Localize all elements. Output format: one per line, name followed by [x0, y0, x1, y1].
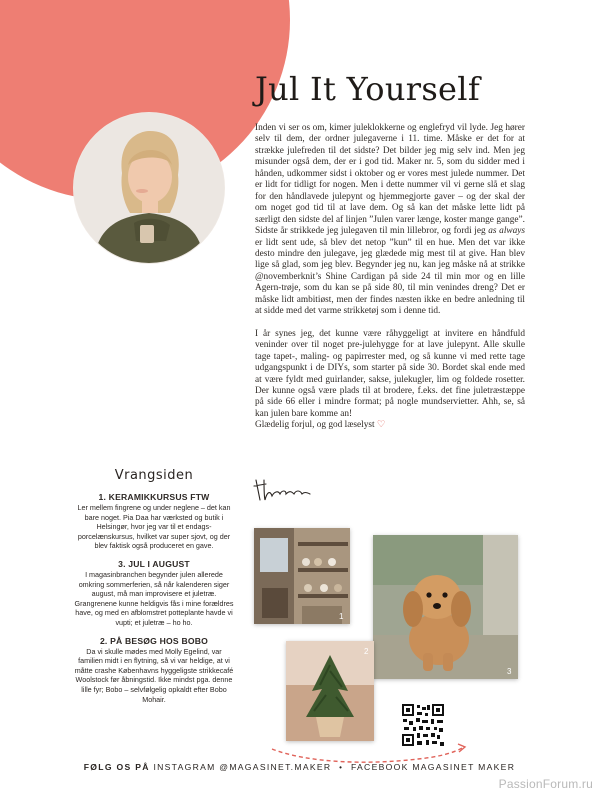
- photo-number: 2: [364, 647, 369, 656]
- photo-christmas-tree-plant: [286, 641, 374, 741]
- editor-signature: [252, 474, 316, 506]
- paragraph-text: er lidt sent ude, så blev det netop ”kun” til en hue. Men det var ikke desto mindre den julegave, jeg glædede mig mest til at give. Han blev lige så glad, som jeg blev. Begynder jeg nu, kan jeg måske nå at strikke @novemberknit’s Shine Cardigan på side 24 til min mor og en lille Agern-trøje, som du kan se på side 80, til min venindes dreng? Det er måske lidt ambitiøst, men der findes næsten ikke en bedre anledning til at sidde med det varme strikketøj som i denne tid.: [255, 237, 525, 317]
- sidebar-item-text: Da vi skulle mødes med Molly Egelind, var familien midt i en flytning, så vi var heldige, at vi måtte crashe Københavns hyggeligste strikkecafé Woolstock før åbningstid. Ikke mindst pga. denne lille fyr; Bobo – selvfølgelig opkaldt efter Bobo Mohair.: [74, 646, 234, 704]
- footer-facebook-link[interactable]: FACEBOOK MAGASINET MAKER: [350, 762, 516, 772]
- sidebar-item-heading: 2. PÅ BESØG HOS BOBO: [99, 635, 209, 646]
- sidebar-item-text: I magasinbranchen begynder julen allerede omkring sommerferien, så når kalenderen siger august, må man improvisere et juletræ. Grangrenene kunne heldigvis fås i mine forældres have, og med en afblomstret potteplante havde vi vupti; et juletræ – ho ho.: [74, 569, 234, 627]
- footer-lead: FØLG OS PÅ: [83, 762, 150, 772]
- photo-number: 1: [339, 612, 344, 621]
- sidebar-title: Vrangsiden: [114, 468, 194, 483]
- sidebar-vrangsiden: [74, 468, 234, 712]
- closing-text: Glædelig forjul, og god læselyst: [255, 420, 375, 431]
- article-title: Jul It Yourself: [255, 70, 480, 108]
- photo-number: 3: [507, 667, 512, 676]
- footer-social-links: [0, 762, 599, 772]
- watermark: PassionForum.ru: [498, 777, 593, 791]
- photo-dog-bobo: [373, 535, 518, 679]
- article-paragraph-2: [255, 329, 525, 421]
- article-paragraph-1: [255, 123, 525, 318]
- article-body: [255, 123, 525, 443]
- footer-instagram-link[interactable]: INSTAGRAM @MAGASINET.MAKER: [153, 762, 332, 772]
- footer-separator: •: [339, 763, 344, 772]
- sidebar-item-heading: 1. KERAMIKKURSUS FTW: [98, 492, 210, 502]
- sidebar-item-heading: 3. JUL I AUGUST: [118, 558, 190, 569]
- paragraph-text: Inden vi ser os om, kimer juleklokkerne og englefryd vil lyde. Jeg hører selv til dem, der ordner julegaverne i 11. time. Måske er det for at strække julefreden til det sidste? Det bilder jeg mig selv ind. Men jeg misunder også dem, der er i god tid. Maker nr. 5, som du sidder med i hånden, udkommer sidst i oktober og er vores mest julede nummer. Det er lidt for tidligt for nogen. Men i dette nummer vil vi gerne slå et slag for den håndlavede julepynt og hjemmegjorte gaver – og der skal der om noget god tid til at lave dem. Og så kan det måske lette lidt på særligt den sidste del af linjen ”Julen varer længe, koster mange gange”. Sidste år strikkede jeg julegaven til min lillebror, og fordi jeg: [255, 123, 525, 237]
- heart-icon: ♡: [376, 420, 386, 431]
- paragraph-emphasis: as always: [488, 226, 526, 237]
- article-closing: [255, 420, 525, 431]
- sidebar-item-text: Ler mellem fingrene og under neglene – det kan bare noget. Pia Daa har værksted og butik i Helsingør, hvor jeg var til et endags-porcelænskursus, hvilket var super sjovt, og der blev faktisk også produceret en gave.: [77, 503, 231, 551]
- photo-ceramics-shop: [254, 528, 350, 624]
- paragraph-text: I år synes jeg, det kunne være råhyggeligt at invitere en håndfuld veninder over til noget pre-julehygge for at lave julepynt. Alle skulle tage tapet-, maling- og papirrester med, og så kunne vi med rette tage udgangspunkt i de DIYs, som starter på side 30. Bordet skal ende med at være fyldt med guirlander, sakse, julekugler, lim og foldede rosetter. Der kunne også være plads til at brodere, f.eks. det fine juletræstæppe på side 66 eller i mindre format; på nogle mundservietter. Ahh, se, så kan julen bare komme an!: [255, 328, 525, 419]
- editor-portrait-photo: [74, 113, 224, 263]
